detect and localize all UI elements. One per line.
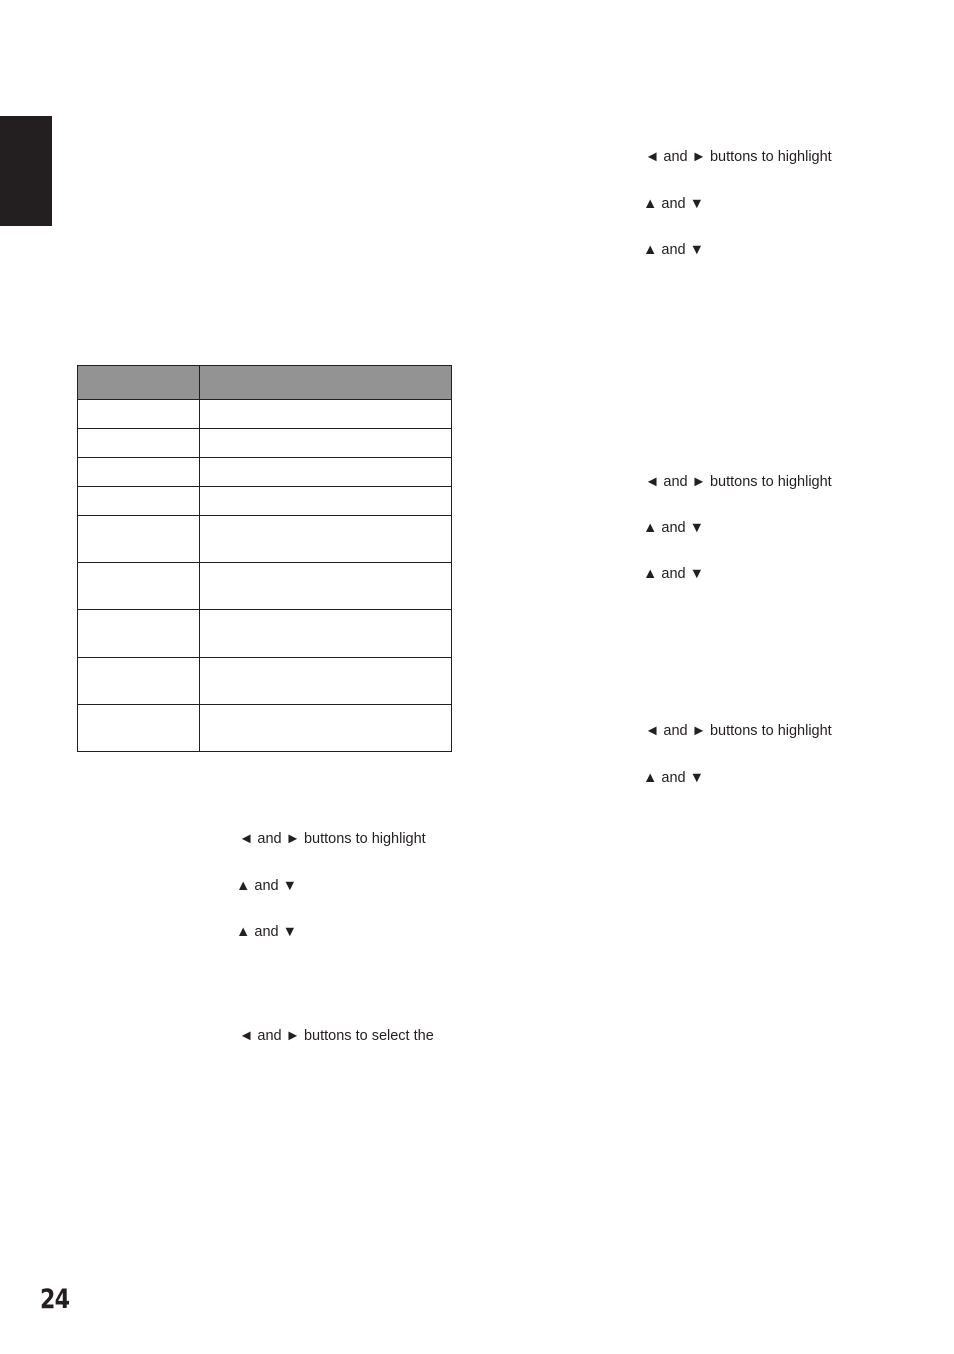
table-header-cell xyxy=(200,366,451,399)
instruction-text: ▲ and ▼ xyxy=(643,196,704,212)
table-cell xyxy=(78,429,200,457)
instruction-text: ◄ and ► buttons to highlight xyxy=(239,831,426,847)
instruction-text: ▲ and ▼ xyxy=(643,770,704,786)
instruction-text: ◄ and ► buttons to select the xyxy=(239,1028,434,1044)
table-cell xyxy=(200,705,451,751)
chapter-tab xyxy=(0,116,52,226)
table-row xyxy=(78,486,451,515)
instruction-text: ▲ and ▼ xyxy=(643,242,704,258)
instruction-text: ◄ and ► buttons to highlight xyxy=(645,149,832,165)
instruction-text: ▲ and ▼ xyxy=(643,520,704,536)
table-row xyxy=(78,562,451,609)
table-cell xyxy=(78,658,200,704)
table-cell xyxy=(200,400,451,428)
table-cell xyxy=(200,516,451,562)
table-cell xyxy=(78,705,200,751)
table-cell xyxy=(78,458,200,486)
table-cell xyxy=(78,400,200,428)
table-row xyxy=(78,457,451,486)
table-cell xyxy=(78,563,200,609)
instruction-text: ◄ and ► buttons to highlight xyxy=(645,474,832,490)
table-cell xyxy=(200,429,451,457)
table-row xyxy=(78,399,451,428)
table-row xyxy=(78,704,451,751)
table-row xyxy=(78,428,451,457)
table-header-row xyxy=(78,366,451,399)
instruction-text: ◄ and ► buttons to highlight xyxy=(645,723,832,739)
instruction-text: ▲ and ▼ xyxy=(236,924,297,940)
table-cell xyxy=(78,487,200,515)
table-cell xyxy=(200,487,451,515)
page-number: 24 xyxy=(40,1284,70,1315)
table-cell xyxy=(200,610,451,657)
table-row xyxy=(78,609,451,657)
settings-table xyxy=(77,365,452,752)
instruction-text: ▲ and ▼ xyxy=(643,566,704,582)
table-cell xyxy=(78,610,200,657)
table-cell xyxy=(200,458,451,486)
table-cell xyxy=(200,658,451,704)
table-header-cell xyxy=(78,366,200,399)
instruction-text: ▲ and ▼ xyxy=(236,878,297,894)
table-row xyxy=(78,515,451,562)
table-cell xyxy=(78,516,200,562)
table-cell xyxy=(200,563,451,609)
table-row xyxy=(78,657,451,704)
